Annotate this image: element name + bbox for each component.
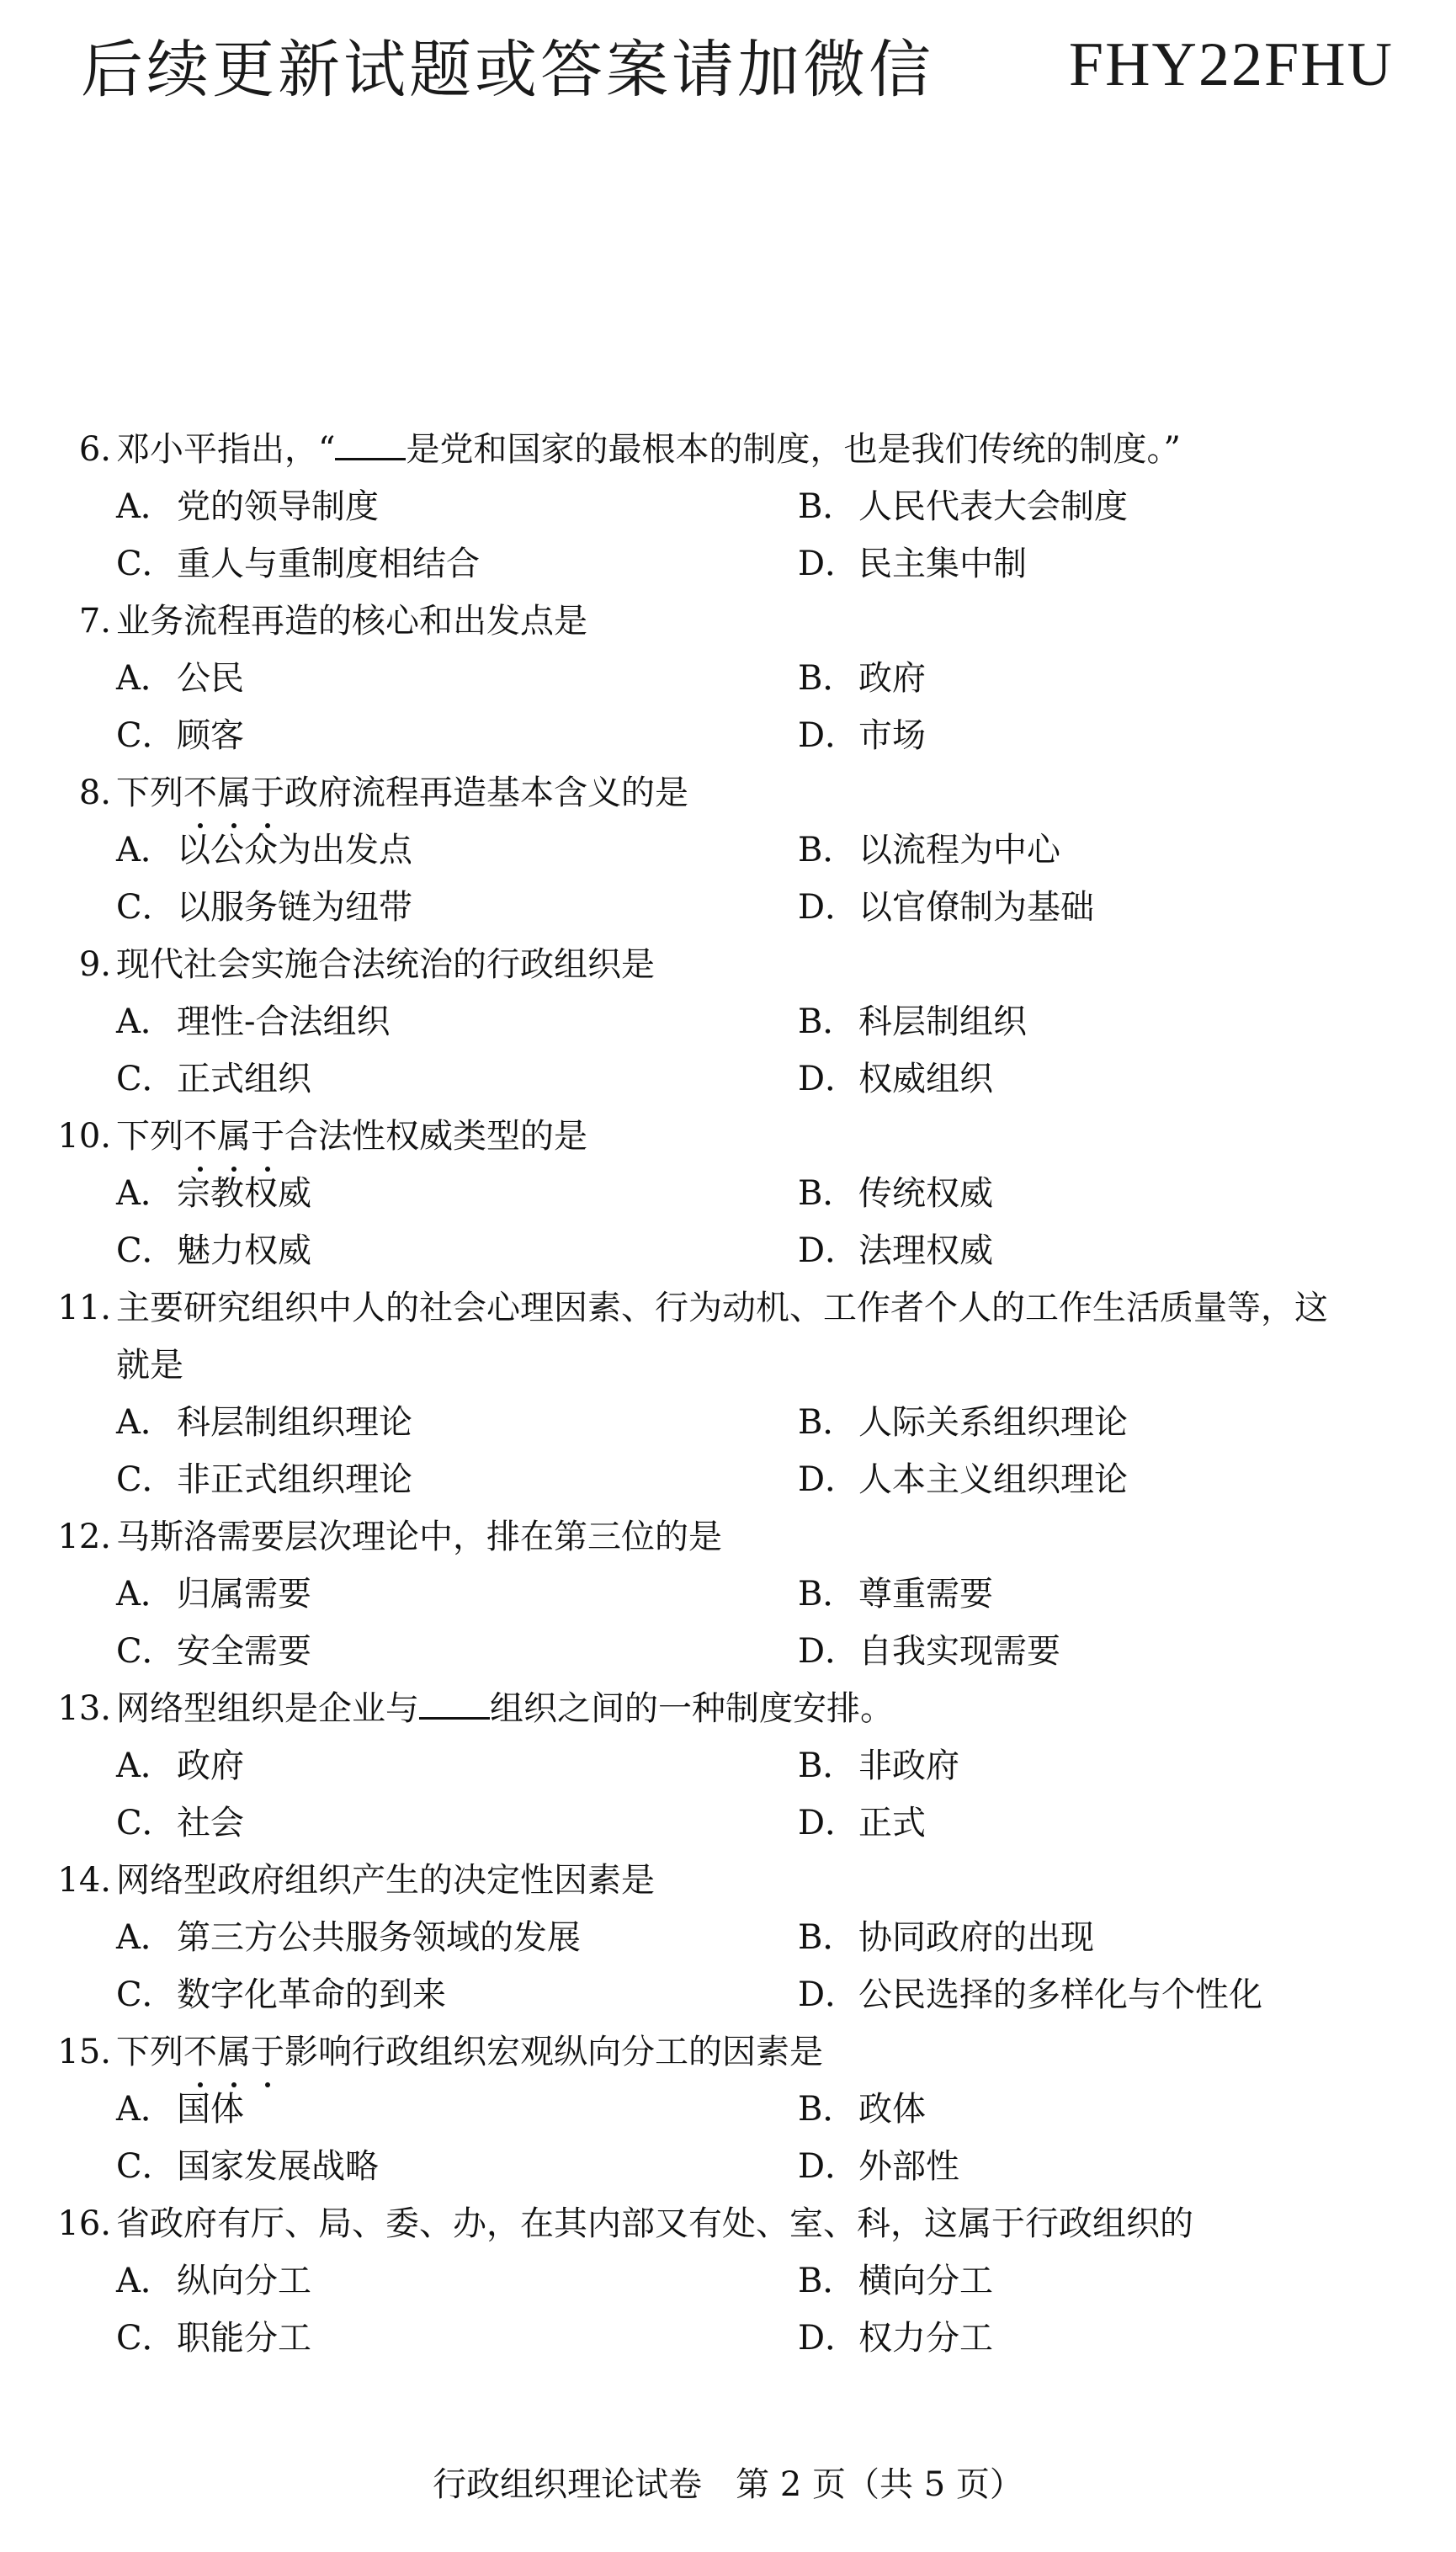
option-text: 数字化革命的到来	[177, 1975, 446, 2014]
option-letter: D．	[798, 1632, 859, 1671]
option-letter: C．	[116, 1231, 176, 1270]
question-text: 网络型政府组织产生的决定性因素是	[116, 1861, 655, 1900]
option-row	[50, 478, 1397, 535]
question-stem	[50, 1279, 1397, 1337]
question	[50, 1508, 1397, 1680]
answer-option	[798, 2081, 1456, 2138]
option-text: 民主集中制	[858, 545, 1027, 583]
banner-wechat-id: FHY22FHU	[1068, 29, 1394, 99]
question-number: 12.	[57, 1518, 111, 1556]
option-row	[50, 1165, 1397, 1222]
option-letter: A．	[116, 1575, 174, 1614]
option-text: 政府	[177, 1747, 244, 1785]
question-stem	[50, 421, 1397, 478]
option-letter: D．	[798, 2319, 859, 2358]
question-number: 16.	[57, 2204, 111, 2243]
question-number: 15.	[57, 2033, 111, 2071]
option-letter: C．	[116, 1975, 176, 2014]
emphasis-char: 于	[251, 1108, 284, 1165]
option-text: 自我实现需要	[858, 1632, 1060, 1671]
option-letter: B．	[798, 1002, 857, 1041]
answer-option	[798, 1909, 1456, 1966]
question-number: 9.	[78, 945, 111, 984]
stem-part: 是党和国家的最根本的制度，也是我们传统的制度。”	[406, 430, 1181, 469]
option-letter: A．	[116, 1174, 174, 1213]
option-text: 国家发展战略	[177, 2147, 379, 2186]
option-row	[50, 535, 1397, 593]
option-text: 人民代表大会制度	[858, 487, 1128, 526]
question	[50, 2023, 1397, 2195]
option-text: 协同政府的出现	[858, 1918, 1094, 1957]
option-row	[50, 2138, 1397, 2195]
option-text: 公民	[177, 659, 244, 698]
question	[50, 421, 1397, 593]
option-text: 安全需要	[177, 1632, 311, 1671]
stem-part: 网络型组织是企业与	[116, 1689, 419, 1728]
stem-part: 下列	[116, 2033, 183, 2071]
option-letter: D．	[798, 1460, 859, 1499]
question-number: 8.	[78, 774, 111, 812]
stem-part: 影响行政组织宏观纵向分工的因素是	[284, 2033, 823, 2071]
option-letter: A．	[116, 1002, 174, 1041]
question-number: 11.	[57, 1289, 111, 1327]
answer-option	[116, 2081, 798, 2138]
emphasis-char: 于	[251, 2023, 284, 2081]
answer-option	[798, 2252, 1456, 2310]
emphasis-char: 于	[251, 764, 284, 821]
option-text: 人际关系组织理论	[858, 1403, 1128, 1442]
option-text: 正式组织	[177, 1060, 311, 1098]
option-row	[50, 1623, 1397, 1680]
question-text: 马斯洛需要层次理论中，排在第三位的是	[116, 1518, 722, 1556]
option-text: 尊重需要	[858, 1575, 993, 1614]
option-row	[50, 1566, 1397, 1623]
question-number: 13.	[57, 1689, 111, 1728]
option-text: 权威组织	[858, 1060, 993, 1098]
option-text: 传统权威	[858, 1174, 993, 1213]
option-text: 以服务链为纽带	[177, 888, 412, 927]
stem-part: 邓小平指出，“	[116, 430, 336, 469]
option-text: 正式	[858, 1804, 926, 1842]
option-text: 职能分工	[177, 2319, 311, 2358]
answer-option	[116, 650, 798, 707]
page-footer: 行政组织理论试卷 第 2 页（共 5 页）	[433, 2465, 1023, 2504]
stem-part: 下列	[116, 774, 183, 812]
option-row	[50, 650, 1397, 707]
question-text	[116, 2023, 1397, 2081]
option-text: 以官僚制为基础	[858, 888, 1094, 927]
answer-option	[116, 1050, 798, 1108]
answer-option	[798, 478, 1456, 535]
answer-option	[116, 1566, 798, 1623]
answer-option	[116, 821, 798, 879]
option-letter: B．	[798, 2262, 857, 2300]
question-stem	[50, 1852, 1397, 1909]
question	[50, 1279, 1397, 1508]
option-letter: C．	[116, 1632, 176, 1671]
answer-option	[798, 535, 1456, 593]
stem-part: 合法性权威类型的是	[284, 1117, 587, 1156]
option-text: 以流程为中心	[858, 831, 1060, 869]
option-letter: C．	[116, 545, 176, 583]
option-letter: D．	[798, 1804, 859, 1842]
question-stem	[50, 936, 1397, 993]
answer-option	[798, 1794, 1456, 1852]
option-row	[50, 2310, 1397, 2367]
answer-option	[798, 1623, 1456, 1680]
option-text: 人本主义组织理论	[858, 1460, 1128, 1499]
question-stem	[50, 2023, 1397, 2081]
option-letter: B．	[798, 1918, 857, 1957]
question	[50, 764, 1397, 936]
emphasis-char: 属	[217, 2023, 251, 2081]
answer-option	[798, 993, 1456, 1050]
option-letter: C．	[116, 1804, 176, 1842]
option-text: 国体	[177, 2090, 244, 2129]
option-row	[50, 1909, 1397, 1966]
question-stem	[50, 764, 1397, 821]
question-text: 主要研究组织中人的社会心理因素、行为动机、工作者个人的工作生活质量等，这	[116, 1289, 1328, 1327]
option-row	[50, 1394, 1397, 1451]
answer-option	[116, 2252, 798, 2310]
question-text: 现代社会实施合法统治的行政组织是	[116, 945, 655, 984]
emphasis-text	[183, 774, 284, 812]
option-text: 党的领导制度	[177, 487, 379, 526]
option-row	[50, 879, 1397, 936]
answer-option	[798, 1050, 1456, 1108]
question-number: 10.	[57, 1117, 111, 1156]
option-letter: A．	[116, 831, 174, 869]
question-text: 业务流程再造的核心和出发点是	[116, 602, 587, 641]
option-letter: B．	[798, 1174, 857, 1213]
option-text: 理性-合法组织	[177, 1002, 391, 1041]
option-row	[50, 993, 1397, 1050]
option-letter: B．	[798, 659, 857, 698]
option-letter: C．	[116, 2319, 176, 2358]
option-letter: C．	[116, 888, 176, 927]
fill-blank	[419, 1688, 490, 1720]
stem-part: 下列	[116, 1117, 183, 1156]
option-row	[50, 1222, 1397, 1279]
option-text: 顾客	[177, 716, 244, 755]
answer-option	[116, 1165, 798, 1222]
question	[50, 1680, 1397, 1852]
option-row	[50, 1737, 1397, 1794]
answer-option	[116, 1623, 798, 1680]
option-row	[50, 1794, 1397, 1852]
option-text: 公民选择的多样化与个性化	[858, 1975, 1262, 2014]
emphasis-char: 不	[183, 2023, 217, 2081]
option-letter: C．	[116, 1460, 176, 1499]
stem-part: 政府流程再造基本含义的是	[284, 774, 688, 812]
answer-option	[798, 2138, 1456, 2195]
option-text: 纵向分工	[177, 2262, 311, 2300]
option-letter: B．	[798, 2090, 857, 2129]
answer-option	[116, 2310, 798, 2367]
answer-option	[116, 1909, 798, 1966]
question-stem	[50, 1108, 1397, 1165]
option-letter: C．	[116, 716, 176, 755]
answer-option	[798, 650, 1456, 707]
option-letter: D．	[798, 888, 859, 927]
option-text: 外部性	[858, 2147, 959, 2186]
option-text: 科层制组织理论	[177, 1403, 412, 1442]
question-number: 7.	[78, 602, 111, 641]
question-text	[116, 421, 1397, 478]
question-stem	[50, 1680, 1397, 1737]
question-number: 6.	[78, 430, 111, 469]
option-letter: A．	[116, 1918, 174, 1957]
option-row	[50, 707, 1397, 764]
answer-option	[116, 1794, 798, 1852]
option-letter: D．	[798, 545, 859, 583]
option-text: 政府	[858, 659, 926, 698]
option-letter: B．	[798, 1403, 857, 1442]
emphasis-text	[183, 1117, 284, 1156]
option-text: 归属需要	[177, 1575, 311, 1614]
option-letter: C．	[116, 1060, 176, 1098]
answer-option	[116, 879, 798, 936]
option-letter: D．	[798, 2147, 859, 2186]
option-text: 以公众为出发点	[177, 831, 412, 869]
option-text: 横向分工	[858, 2262, 993, 2300]
option-letter: A．	[116, 2090, 174, 2129]
option-text: 重人与重制度相结合	[177, 545, 480, 583]
option-letter: A．	[116, 1747, 174, 1785]
option-text: 政体	[858, 2090, 926, 2129]
option-text: 社会	[177, 1804, 244, 1842]
answer-option	[798, 1394, 1456, 1451]
stem-part: 组织之间的一种制度安排。	[490, 1689, 894, 1728]
question-list	[50, 421, 1397, 2367]
option-letter: B．	[798, 831, 857, 869]
answer-option	[116, 1737, 798, 1794]
question-text	[116, 1680, 1397, 1737]
option-text: 权力分工	[858, 2319, 993, 2358]
option-letter: A．	[116, 659, 174, 698]
answer-option	[798, 821, 1456, 879]
option-letter: D．	[798, 1975, 859, 2014]
option-row	[50, 2252, 1397, 2310]
answer-option	[116, 993, 798, 1050]
question-text-continued: 就是	[116, 1346, 183, 1385]
option-text: 非政府	[858, 1747, 959, 1785]
option-text: 市场	[858, 716, 926, 755]
answer-option	[116, 1966, 798, 2023]
emphasis-char: 属	[217, 1108, 251, 1165]
option-row	[50, 821, 1397, 879]
answer-option	[116, 478, 798, 535]
question	[50, 936, 1397, 1108]
option-row	[50, 2081, 1397, 2138]
answer-option	[798, 1451, 1456, 1508]
question-text: 省政府有厅、局、委、办，在其内部又有处、室、科，这属于行政组织的	[116, 2204, 1193, 2243]
watermark-banner	[81, 19, 1394, 111]
option-row	[50, 1050, 1397, 1108]
question	[50, 2195, 1397, 2367]
option-letter: D．	[798, 1060, 859, 1098]
question	[50, 593, 1397, 764]
question-stem	[50, 2195, 1397, 2252]
answer-option	[798, 2310, 1456, 2367]
answer-option	[798, 1966, 1456, 2023]
option-text: 宗教权威	[177, 1174, 311, 1213]
question	[50, 1852, 1397, 2023]
answer-option	[116, 1451, 798, 1508]
question-number: 14.	[57, 1861, 111, 1900]
emphasis-char: 不	[183, 764, 217, 821]
fill-blank	[335, 429, 406, 460]
answer-option	[116, 1394, 798, 1451]
answer-option	[798, 1566, 1456, 1623]
option-text: 科层制组织	[858, 1002, 1027, 1041]
answer-option	[798, 879, 1456, 936]
question-text	[116, 1108, 1397, 1165]
emphasis-text	[183, 2033, 284, 2071]
emphasis-char: 属	[217, 764, 251, 821]
option-row	[50, 1451, 1397, 1508]
emphasis-char: 不	[183, 1108, 217, 1165]
answer-option	[116, 707, 798, 764]
answer-option	[798, 707, 1456, 764]
option-letter: A．	[116, 2262, 174, 2300]
option-letter: D．	[798, 716, 859, 755]
answer-option	[798, 1165, 1456, 1222]
option-row	[50, 1966, 1397, 2023]
option-text: 第三方公共服务领域的发展	[177, 1918, 581, 1957]
answer-option	[798, 1737, 1456, 1794]
question-stem	[50, 593, 1397, 650]
option-text: 非正式组织理论	[177, 1460, 412, 1499]
answer-option	[798, 1222, 1456, 1279]
option-letter: C．	[116, 2147, 176, 2186]
question-stem	[50, 1508, 1397, 1566]
question	[50, 1108, 1397, 1279]
answer-option	[116, 535, 798, 593]
option-letter: D．	[798, 1231, 859, 1270]
answer-option	[116, 2138, 798, 2195]
option-text: 魅力权威	[177, 1231, 311, 1270]
question-text	[116, 764, 1397, 821]
option-letter: A．	[116, 487, 174, 526]
option-letter: A．	[116, 1403, 174, 1442]
banner-text: 后续更新试题或答案请加微信	[81, 34, 934, 106]
option-letter: B．	[798, 1747, 857, 1785]
answer-option	[116, 1222, 798, 1279]
option-letter: B．	[798, 487, 857, 526]
option-text: 法理权威	[858, 1231, 993, 1270]
option-letter: B．	[798, 1575, 857, 1614]
